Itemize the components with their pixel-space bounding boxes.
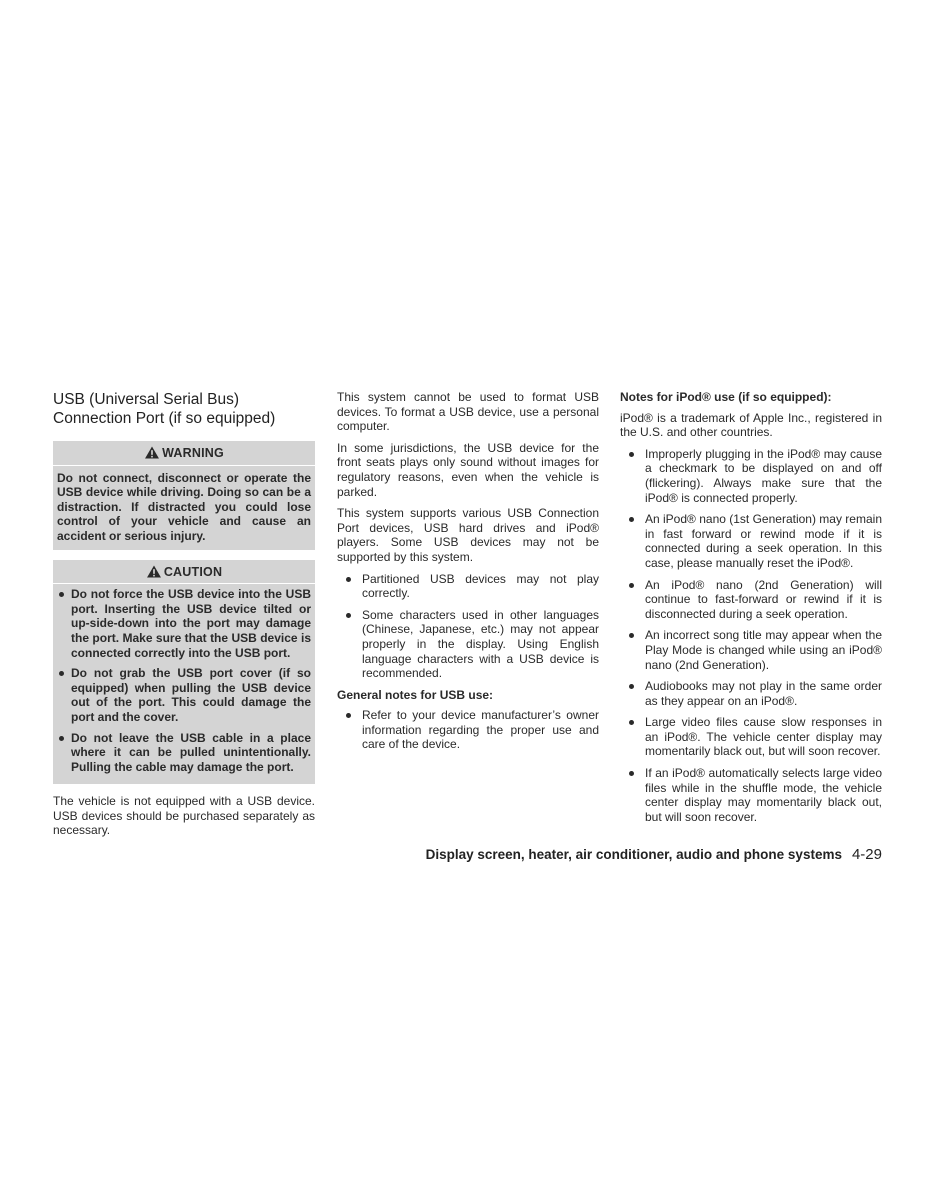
chapter-title: Display screen, heater, air conditioner, audio and phone systems	[425, 847, 842, 862]
list-item: Partitioned USB devices may not play correctly.	[337, 572, 599, 601]
format-note: This system cannot be used to format USB devices. To format a USB device, use a personal computer.	[337, 390, 599, 434]
caution-item: Do not force the USB device into the USB port. Inserting the USB device tilted or up-side-down into the port may damage the port. Make sure that the USB device is connected correctly into the USB port.	[57, 587, 311, 660]
section-title	[53, 390, 315, 428]
ipod-notes-list	[620, 447, 882, 825]
list-item: Some characters used in other languages (Chinese, Japanese, etc.) may not appear properly in the display. Using English language characters with a USB device is recommended.	[337, 608, 599, 681]
bullet-icon	[629, 583, 634, 588]
bullet-icon	[629, 517, 634, 522]
caution-box	[53, 560, 315, 785]
column-left	[53, 390, 315, 845]
list-item: Improperly plugging in the iPod® may cause a checkmark to be displayed on and off (flickering). Always make sure that the iPod® is connected properly.	[620, 447, 882, 505]
caution-item: Do not grab the USB port cover (if so equipped) when pulling the USB device out of the port. This could damage the port and the cover.	[57, 666, 311, 724]
general-notes-heading: General notes for USB use:	[337, 687, 494, 702]
warning-heading	[53, 441, 315, 466]
bullet-icon	[59, 592, 64, 597]
list-item: An iPod® nano (2nd Generation) will continue to fast-forward or rewind if it is disconnected during a seek operation.	[620, 578, 882, 622]
bullet-icon	[346, 613, 351, 618]
section-title-line2: Connection Port (if so equipped)	[53, 410, 276, 427]
list-item: Large video files cause slow responses in an iPod®. The vehicle center display may momentarily black out, but will soon recover.	[620, 715, 882, 759]
list-item: An iPod® nano (1st Generation) may remain in fast forward or rewind mode if it is connected during a seek operation. In this case, please manually reset the iPod®.	[620, 512, 882, 570]
bullet-icon	[346, 713, 351, 718]
warning-text: Do not connect, disconnect or operate the USB device while driving. Doing so can be a distraction. If distracted you could lose control of your vehicle and cause an accident or serious injury.	[57, 470, 311, 543]
list-item: An incorrect song title may appear when the Play Mode is changed while using an iPod® nano (2nd Generation).	[620, 628, 882, 672]
caution-item: Do not leave the USB cable in a place where it can be pulled unintentionally. Pulling the cable may damage the port.	[57, 731, 311, 775]
column-right	[620, 390, 882, 831]
bullet-icon	[629, 633, 634, 638]
warning-heading-text: WARNING	[162, 446, 224, 460]
list-item: If an iPod® automatically selects large video files while in the shuffle mode, the vehicle center display may momentarily black out, but will soon recover.	[620, 766, 882, 824]
bullet-icon	[59, 671, 64, 676]
warning-triangle-icon	[144, 446, 160, 459]
warning-box	[53, 441, 315, 550]
bullet-icon	[59, 736, 64, 741]
list-item: Audiobooks may not play in the same order as they appear on an iPod®.	[620, 679, 882, 708]
jurisdiction-note: In some jurisdictions, the USB device for the front seats plays only sound without images for regulatory reasons, even when the vehicle is parked.	[337, 440, 599, 499]
ipod-notes-heading: Notes for iPod® use (if so equipped):	[620, 390, 832, 404]
section-title-line1: USB (Universal Serial Bus)	[53, 391, 240, 408]
general-notes-list	[337, 708, 599, 752]
caution-triangle-icon	[146, 565, 162, 578]
supported-devices-note: This system supports various USB Connection Port devices, USB hard drives and iPod® players. Some USB devices may not be supported by this system.	[337, 506, 599, 564]
warning-body	[53, 466, 315, 546]
page-number: 4-29	[851, 846, 882, 863]
bullet-icon	[629, 771, 634, 776]
bullet-icon	[629, 720, 634, 725]
caution-heading-text: CAUTION	[163, 564, 223, 579]
column-middle	[337, 390, 599, 759]
list-item: Refer to your device manufacturer’s owner information regarding the proper use and care of the device.	[337, 708, 599, 752]
usb-device-note: The vehicle is not equipped with a USB device. USB devices should be purchased separately as necessary.	[53, 794, 315, 838]
bullet-icon	[629, 452, 634, 457]
bullet-icon	[629, 684, 634, 689]
caution-heading	[53, 560, 315, 585]
page-footer	[426, 848, 882, 863]
ipod-trademark-note: iPod® is a trademark of Apple Inc., registered in the U.S. and other countries.	[620, 410, 882, 440]
usb-bullet-list	[337, 572, 599, 681]
caution-list	[53, 584, 315, 774]
bullet-icon	[346, 577, 351, 582]
